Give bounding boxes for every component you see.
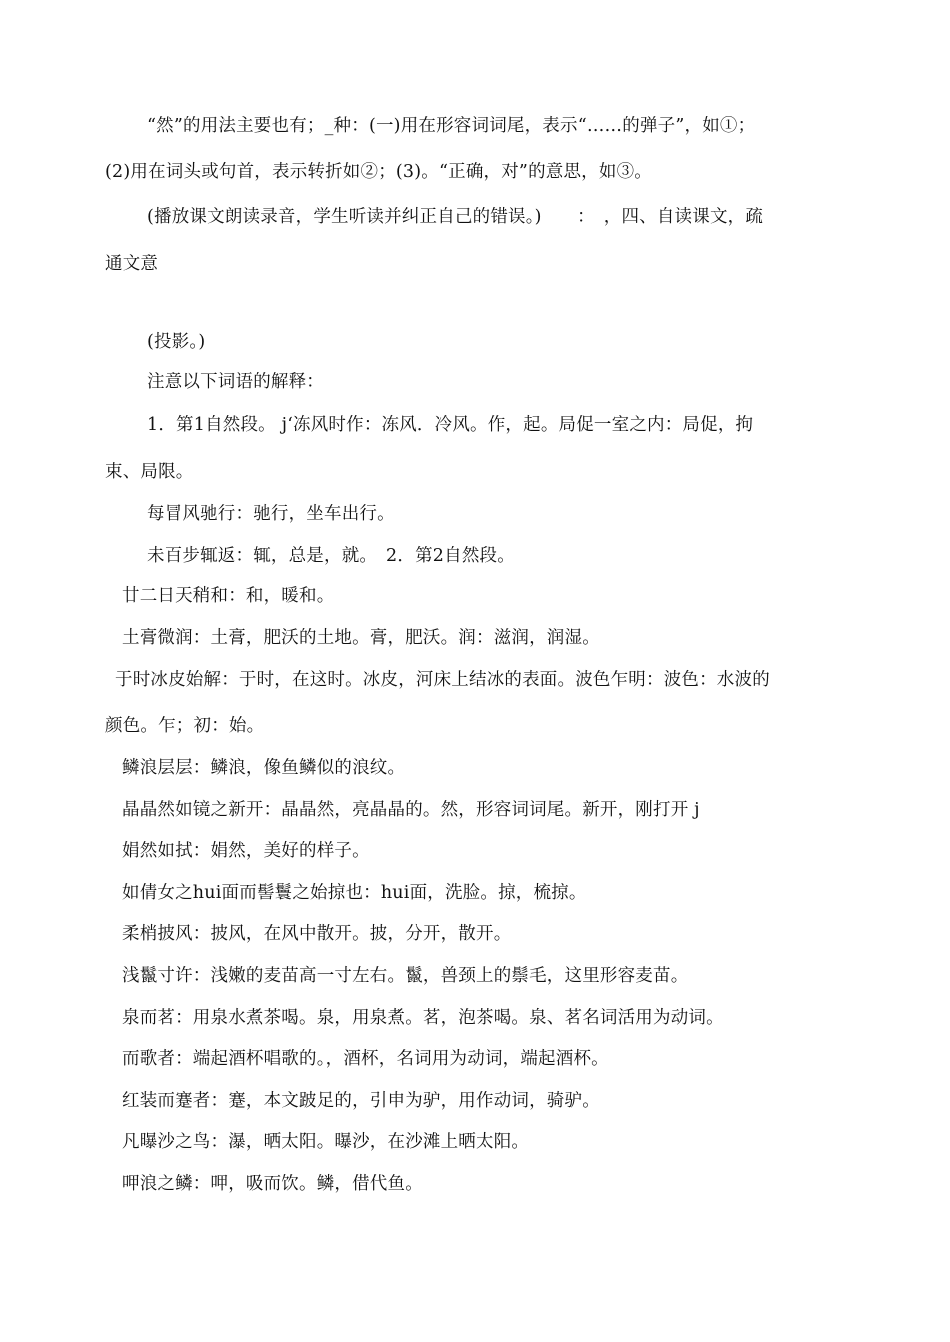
text-line-19: 柔梢披风：披风，在风中散开。披，分开，散开。 xyxy=(122,924,512,944)
text-line-11: 廿二日天稍和：和，暖和。 xyxy=(122,586,335,606)
text-line-14: 颜色。乍；初：始。 xyxy=(105,716,265,736)
text-line-16: 晶晶然如镜之新开：晶晶然，亮晶晶的。然，形容词词尾。新开，刚打开 j xyxy=(122,800,700,820)
text-line-17: 娟然如拭：娟然，美好的样子。 xyxy=(122,841,370,861)
text-line-7: 1．第1自然段。 j‘冻风时作：冻风．冷风。作，起。局促一室之内：局促，拘 xyxy=(147,415,754,435)
text-line-2: (2)用在词头或句首，表示转折如②；(3)。“正确，对”的意思，如③。 xyxy=(105,162,652,182)
text-line-3: (播放课文朗读录音，学生听读并纠正自己的错误。) ： ，四、自读课文，疏 xyxy=(147,207,764,227)
text-line-23: 红装而蹇者：蹇，本文跛足的，引申为驴，用作动词，骑驴。 xyxy=(122,1091,600,1111)
text-line-1: “然”的用法主要也有；_种：(一)用在形容词词尾，表示“……的弹子”，如①； xyxy=(147,116,756,136)
text-line-8: 束、局限。 xyxy=(105,462,194,482)
text-line-5: (投影。) xyxy=(147,332,206,352)
text-line-24: 凡曝沙之鸟：瀑，晒太阳。曝沙，在沙滩上晒太阳。 xyxy=(122,1132,530,1152)
text-line-4: 通文意 xyxy=(105,254,159,274)
text-line-22: 而歌者：端起酒杯唱歌的。，酒杯，名词用为动词，端起酒杯。 xyxy=(122,1049,609,1069)
text-line-12: 土膏微润：土膏，肥沃的土地。膏，肥沃。润：滋润，润湿。 xyxy=(122,628,600,648)
text-line-21: 泉而茗：用泉水煮茶喝。泉，用泉煮。茗，泡茶喝。泉、茗名词活用为动词。 xyxy=(122,1008,724,1028)
text-line-18: 如倩女之hui面而髻鬟之始掠也：hui面，洗脸。掠，梳掠。 xyxy=(122,883,587,903)
text-line-9: 每冒风驰行：驰行，坐车出行。 xyxy=(147,504,395,524)
text-line-13: 于时冰皮始解：于时，在这时。冰皮，河床上结冰的表面。波色乍明：波色：水波的 xyxy=(115,670,770,690)
text-line-20: 浅鬣寸许：浅嫩的麦苗高一寸左右。鬣，兽颈上的鬃毛，这里形容麦苗。 xyxy=(122,966,689,986)
text-line-10: 未百步辄返：辄，总是，就。 2．第2自然段。 xyxy=(147,546,515,566)
text-line-15: 鳞浪层层：鳞浪，像鱼鳞似的浪纹。 xyxy=(122,758,406,778)
text-line-6: 注意以下词语的解释： xyxy=(147,372,324,392)
text-line-25: 呷浪之鳞：呷，吸而饮。鳞，借代鱼。 xyxy=(122,1174,423,1194)
